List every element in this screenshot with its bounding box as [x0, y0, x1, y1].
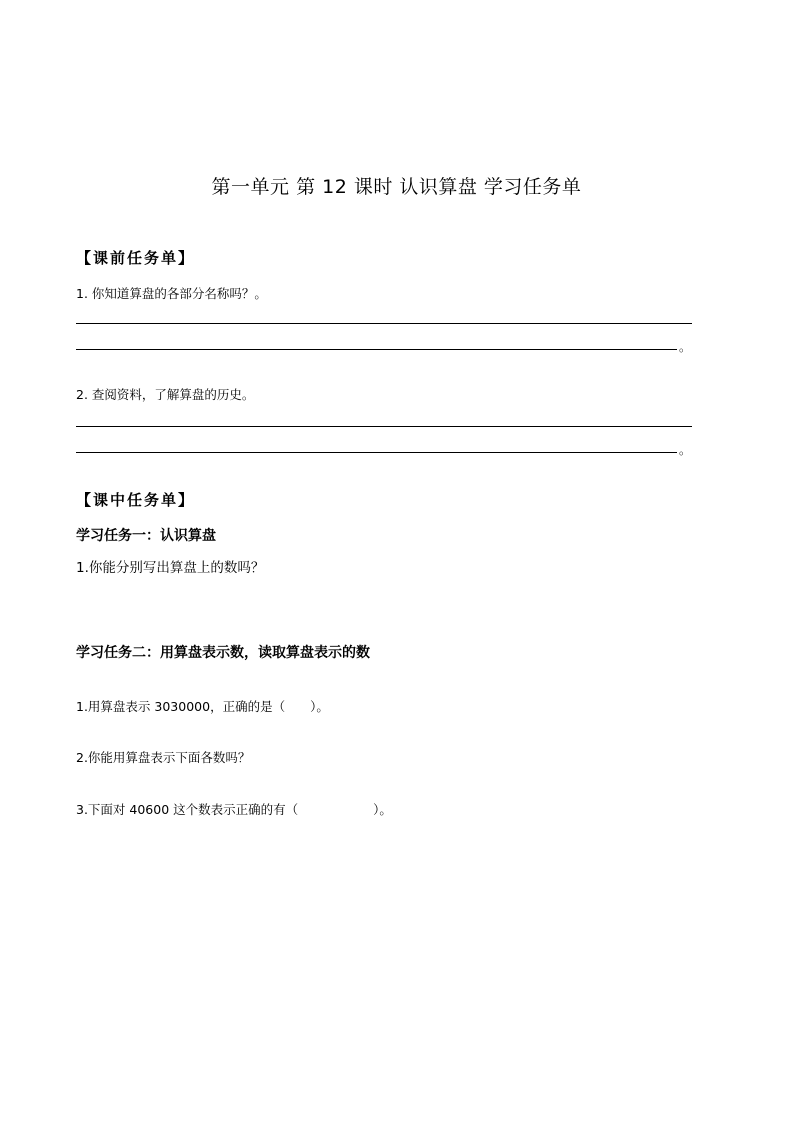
answer-line [76, 452, 677, 453]
task2-title: 学习任务二：用算盘表示数，读取算盘表示的数 [76, 645, 370, 661]
answer-line-end-mark: 。 [679, 340, 692, 354]
answer-line [76, 323, 692, 324]
pre-class-question-1: 1. 你知道算盘的各部分名称吗？。 [76, 286, 267, 301]
answer-line [76, 349, 677, 350]
task1-title: 学习任务一：认识算盘 [76, 528, 216, 544]
answer-line [76, 426, 692, 427]
in-class-heading: 【课中任务单】 [76, 491, 196, 509]
page-title: 第一单元 第 12 课时 认识算盘 学习任务单 [211, 176, 582, 198]
pre-class-question-2: 2. 查阅资料，了解算盘的历史。 [76, 387, 255, 402]
answer-line-end-mark: 。 [679, 443, 692, 457]
task2-item-2: 2.你能用算盘表示下面各数吗？ [76, 750, 251, 765]
task2-item-1: 1.用算盘表示 3030000，正确的是（ ）。 [76, 699, 329, 714]
pre-class-heading: 【课前任务单】 [76, 249, 196, 267]
task2-item-3: 3.下面对 40600 这个数表示正确的有（ ）。 [76, 802, 392, 817]
task1-item-1: 1.你能分别写出算盘上的数吗？ [76, 560, 265, 576]
